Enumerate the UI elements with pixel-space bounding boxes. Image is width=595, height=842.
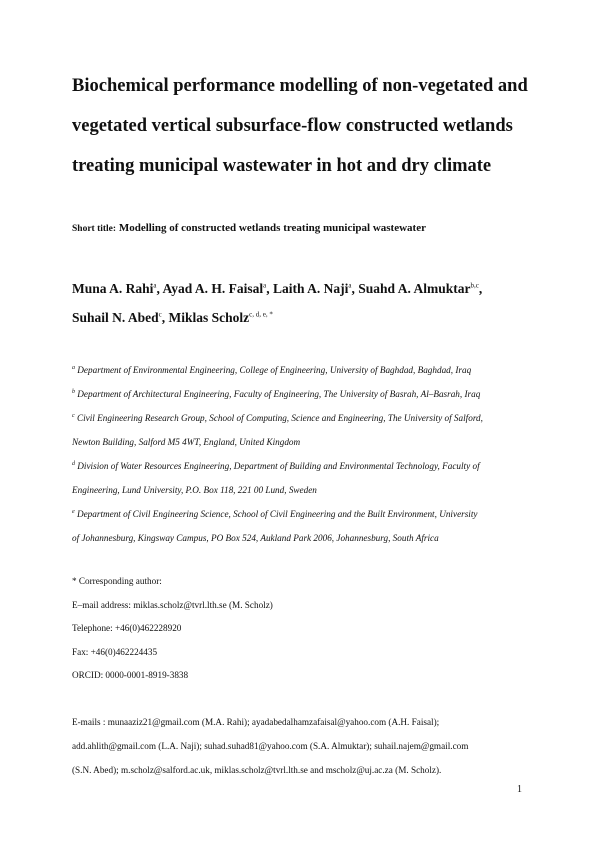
author-name: Suhail N. Abed: [72, 310, 159, 325]
author-separator: ,: [156, 281, 163, 296]
affiliation-mark: b: [72, 388, 75, 395]
author-affiliation-mark: c, d, e, *: [249, 310, 273, 319]
author-separator: ,: [478, 281, 483, 296]
author-affiliation-mark: b,c: [470, 281, 479, 290]
short-title-text: Modelling of constructed wetlands treating municipal wastewater: [118, 222, 426, 234]
emails-line: E-mails : munaaziz21@gmail.com (M.A. Rahi); ayadabedalhamzafaisal@yahoo.com (A.H. Faisal);: [72, 717, 440, 727]
page-number: 1: [517, 784, 522, 795]
affiliation-entry: [72, 406, 532, 430]
author-name: Ayad A. H. Faisal: [162, 281, 264, 296]
affiliation-entry: [72, 454, 532, 478]
author-separator: ,: [161, 310, 169, 325]
affiliation-mark: e: [72, 508, 75, 515]
corresponding-telephone: Telephone: +46(0)462228920: [72, 623, 182, 634]
emails-line: (S.N. Abed); m.scholz@salford.ac.uk, miklas.scholz@tvrl.lth.se and mscholz@uj.ac.za (M. Scholz).: [72, 765, 442, 775]
author-separator: ,: [266, 281, 274, 296]
author-name: Miklas Scholz: [168, 310, 250, 325]
affiliation-continuation: Engineering, Lund University, P.O. Box 118, 221 00 Lund, Sweden: [72, 485, 317, 495]
corresponding-orcid: ORCID: 0000-0001-8919-3838: [72, 670, 189, 681]
paper-title: [72, 66, 532, 186]
affiliation-text: Civil Engineering Research Group, School of Computing, Science and Engineering, The University of Salford,: [76, 413, 483, 423]
author-affiliation-mark: c: [158, 310, 162, 319]
short-title-label: Short title:: [72, 224, 117, 234]
corresponding-email: E–mail address: miklas.scholz@tvrl.lth.se (M. Scholz): [72, 599, 273, 610]
affiliation-mark: a: [72, 364, 75, 371]
author-affiliation-mark: a: [263, 281, 267, 290]
corresponding-author-label: * Corresponding author:: [72, 576, 162, 586]
affiliation-continuation: Newton Building, Salford M5 4WT, England, United Kingdom: [72, 437, 301, 447]
affiliation-text: Department of Architectural Engineering, Faculty of Engineering, The University of Basrah, Al–Basrah, Iraq: [77, 389, 481, 399]
author-affiliation-mark: a: [348, 281, 352, 290]
emails-line: add.ahlith@gmail.com (L.A. Naji); suhad.suhad81@yahoo.com (S.A. Almuktar); suhail.najem@gmail.com: [72, 741, 469, 751]
affiliation-mark: c: [72, 412, 75, 419]
corresponding-fax: Fax: +46(0)462224435: [72, 646, 158, 657]
author-name: Muna A. Rahi: [72, 281, 154, 296]
affiliation-text: Division of Water Resources Engineering, Department of Building and Environmental Technology, Faculty of: [77, 461, 480, 471]
affiliation-entry: [72, 502, 532, 526]
author-separator: ,: [351, 281, 359, 296]
author-name: Suahd A. Almuktar: [358, 281, 471, 296]
affiliation-entry: [72, 358, 532, 382]
affiliation-continuation: of Johannesburg, Kingsway Campus, PO Box 524, Aukland Park 2006, Johannesburg, South Africa: [72, 533, 439, 543]
short-title: [72, 222, 426, 234]
title-line: Biochemical performance modelling of non-vegetated and: [72, 76, 528, 96]
affiliation-text: Department of Civil Engineering Science, School of Civil Engineering and the Built Environment, University: [76, 509, 478, 519]
author-affiliation-mark: a: [153, 281, 157, 290]
affiliation-entry: [72, 382, 532, 406]
author-name: Laith A. Naji: [273, 281, 349, 296]
title-line: vegetated vertical subsurface-flow constructed wetlands: [72, 116, 513, 136]
author-list: [72, 274, 482, 332]
author-emails: [72, 710, 468, 782]
correspondence-block: [72, 570, 273, 688]
affiliation-mark: d: [72, 460, 75, 467]
title-line: treating municipal wastewater in hot and dry climate: [72, 156, 492, 176]
affiliations: [72, 358, 532, 550]
affiliation-text: Department of Environmental Engineering, College of Engineering, University of Baghdad, Baghdad, Iraq: [77, 365, 472, 375]
